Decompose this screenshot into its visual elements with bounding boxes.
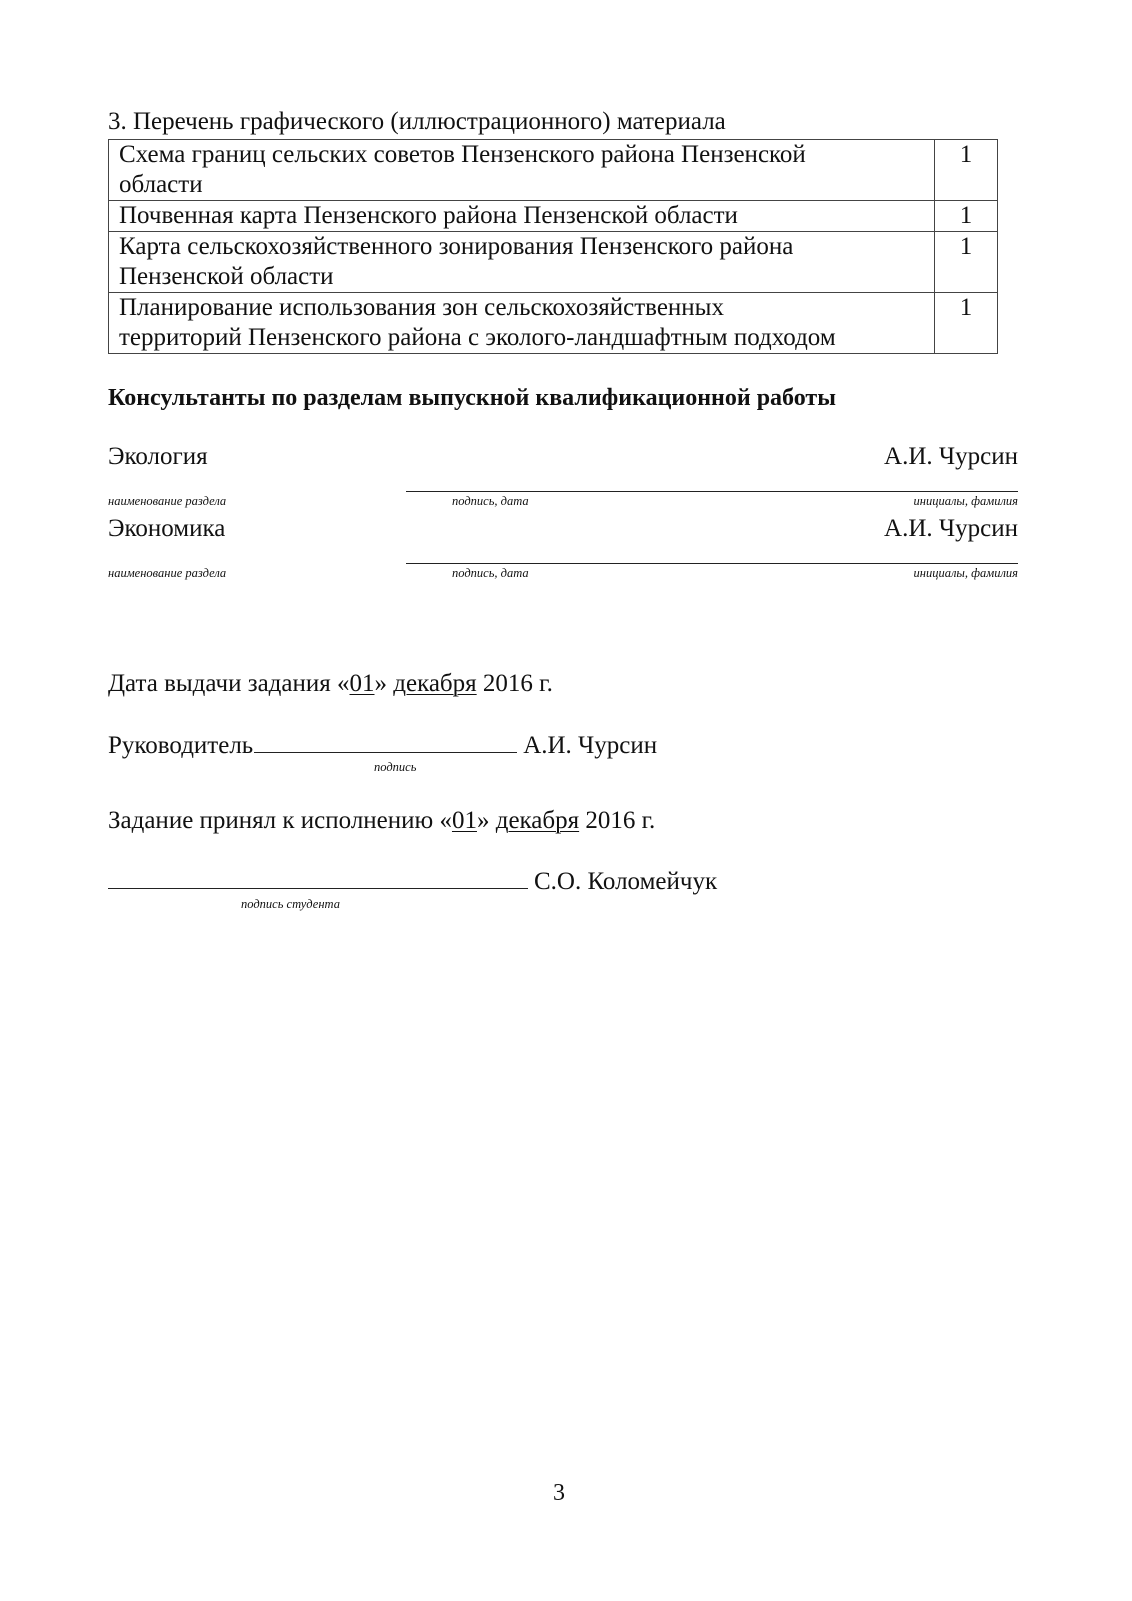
table-row: [109, 201, 998, 232]
consultants-heading: Консультанты по разделам выпускной квалификационной работы: [108, 385, 836, 411]
supervisor-label: Руководитель: [108, 732, 254, 759]
supervisor-line: [108, 730, 657, 761]
consultant-section-name: Экономика: [108, 515, 226, 542]
graphic-materials-table: [108, 139, 998, 354]
material-name-cell: Планирование использования зон сельскохозяйственных территорий Пензенского района с эколого-ландшафтным подходом: [109, 293, 935, 354]
table-row: [109, 293, 998, 354]
student-signature-caption: подпись студента: [241, 897, 340, 911]
table-row: [109, 232, 998, 293]
caption-section: наименование раздела: [108, 566, 227, 580]
material-name-cell: Почвенная карта Пензенского района Пензенской области: [109, 201, 935, 232]
student-name: С.О. Коломейчук: [534, 868, 718, 895]
material-name-cell: Карта сельскохозяйственного зонирования Пензенского района Пензенской области: [109, 232, 935, 293]
consultant-signature-line: [406, 563, 1018, 564]
material-qty-cell: 1: [935, 232, 998, 293]
caption-signature: подпись, дата: [452, 494, 529, 508]
caption-name: инициалы, фамилия: [913, 494, 1018, 508]
material-qty-cell: 1: [935, 201, 998, 232]
accepted-day: 01: [451, 807, 477, 834]
material-name-cell: Схема границ сельских советов Пензенского района Пензенской области: [109, 140, 935, 201]
supervisor-signature-line: [254, 730, 517, 753]
caption-signature: подпись, дата: [452, 566, 529, 580]
caption-section: наименование раздела: [108, 494, 227, 508]
consultant-signature-line: [406, 491, 1018, 492]
caption-name: инициалы, фамилия: [913, 566, 1018, 580]
page-number: 3: [553, 1480, 565, 1506]
student-signature-line: [108, 866, 528, 889]
issue-month: декабря: [393, 670, 477, 697]
consultant-name: А.И. Чурсин: [884, 515, 1018, 542]
supervisor-name: А.И. Чурсин: [523, 732, 658, 759]
table-row: [109, 140, 998, 201]
consultant-section-name: Экология: [108, 443, 208, 470]
issue-date-line: Дата выдачи задания «01» декабря 2016 г.: [108, 670, 553, 697]
supervisor-signature-caption: подпись: [374, 760, 417, 774]
student-line: [108, 866, 717, 897]
section-3-title: 3. Перечень графического (иллюстрационного) материала: [108, 108, 726, 135]
accepted-month: декабря: [495, 807, 580, 834]
issue-day: 01: [349, 670, 375, 697]
material-qty-cell: 1: [935, 140, 998, 201]
consultant-name: А.И. Чурсин: [884, 443, 1018, 470]
accepted-date-line: Задание принял к исполнению «01» декабря 2016 г.: [108, 807, 656, 834]
material-qty-cell: 1: [935, 293, 998, 354]
